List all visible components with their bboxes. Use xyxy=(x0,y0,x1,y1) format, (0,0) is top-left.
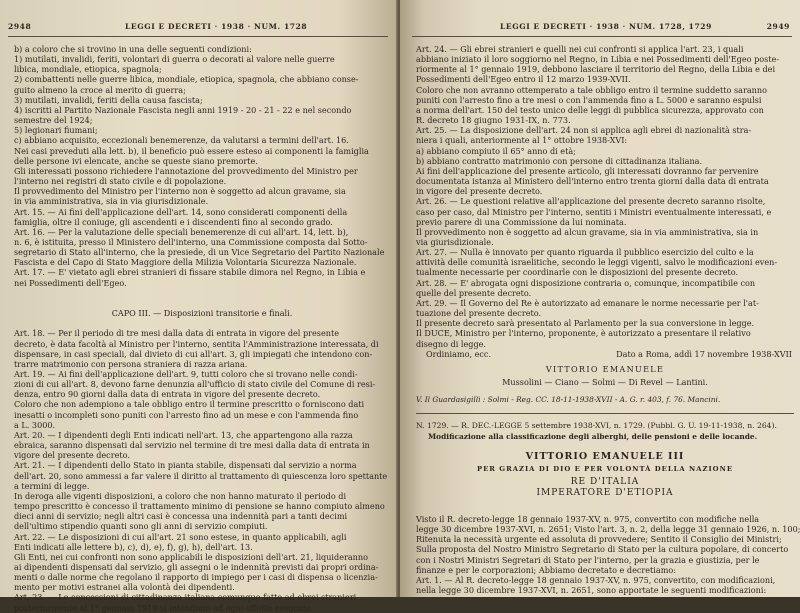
left-running-head xyxy=(125,22,307,31)
ordiniamo-text: Ordiniamo, ecc. xyxy=(426,349,492,359)
right-page-number: 2949 xyxy=(766,22,790,31)
text-line: Il provvedimento non è soggetto ad alcun gravame, sia in via amministrativa, sia in xyxy=(416,226,759,237)
text-line: mento per motivi estranei alla volontà dei dipendenti. xyxy=(14,582,235,593)
text-line: Art. 23. — Le concessioni di cittadinanza italiana comunque fatte ad ebrei stranieri xyxy=(14,592,357,603)
text-line: Art. 16. — Per la valutazione delle speciali benemerenze di cui all'art. 14, lett. b), xyxy=(14,226,349,237)
text-line: a L. 3000. xyxy=(14,419,56,430)
text-line: b) abbiano contratto matrimonio con persone di cittadinanza italiana. xyxy=(416,155,703,166)
text-line: quelle del presente decreto. xyxy=(416,287,532,298)
text-line: Art. 21. — I dipendenti dello Stato in pianta stabile, dispensati dal servizio a norma xyxy=(14,460,357,471)
text-line: dell'art. 20, sono ammessi a far valere il diritto al trattamento di quiescenza loro spettante xyxy=(14,470,388,481)
text-line: Coloro che non adempiono a tale obbligo entro il termine prescritto o forniscono dati xyxy=(14,399,365,410)
text-line: c) abbiano acquisito, eccezionali benemerenze, da valutarsi a termini dell'art. 16. xyxy=(14,135,349,146)
text-line: a) abbiano compiuto il 65° anno di età; xyxy=(416,145,576,156)
text-line: trarre matrimonio con persona straniera di razza ariana. xyxy=(14,358,248,369)
text-line: dispensare, in casi speciali, dal divieto di cui all'art. 3, gli impiegati che intendono con- xyxy=(14,348,373,359)
realm-title: RE D'ITALIA xyxy=(570,477,640,488)
text-line: dieci anni di servizio; negli altri casi è concessa una indennità pari a tanti decimi xyxy=(14,511,348,522)
text-line: l'interno nei registri di stato civile e di popolazione. xyxy=(14,176,227,187)
text-line: Sulla proposta del Nostro Ministro Segretario di Stato per la cultura popolare, di concerto xyxy=(416,544,789,555)
text-line: puniti con l'arresto fino a tre mesi o con l'ammenda fino a L. 5000 e saranno espulsi xyxy=(416,94,762,105)
new-act-title: N. 1729. — R. DEC.-LEGGE 5 settembre 1938-XVI, n. 1729. (Pubbl. G. U. 19-11-1938, n. 264). xyxy=(416,421,777,431)
dated-at-rome: Dato a Roma, addì 17 novembre 1938-XVII xyxy=(616,349,792,359)
text-line: riormente al 1° gennaio 1919, debbono lasciare il territorio del Regno, della Libia e dei xyxy=(416,64,776,75)
text-line: Visto il R. decreto-legge 18 gennaio 1937-XV, n. 975, convertito con modifiche nella xyxy=(416,514,760,524)
text-line: a termini di legge. xyxy=(14,480,90,491)
text-line: menti o dalle norme che regolano il rapporto di impiego per i casi di dispensa o licenzia- xyxy=(14,572,378,583)
text-line: previo parere di una Commissione da lui nominata. xyxy=(416,216,627,227)
text-line: n. 6, è istituita, presso il Ministero dell'interno, una Commissione composta dal Sotto- xyxy=(14,236,368,247)
text-line: Art. 18. — Per il periodo di tre mesi dalla data di entrata in vigore del presente xyxy=(14,328,339,339)
text-line: nei Possedimenti dell'Egeo. xyxy=(14,277,127,288)
text-line: Ritenuta la necessità urgente ed assoluta di provvedere; Sentito il Consiglio dei Ministri; xyxy=(416,534,782,545)
text-line: Art. 19. — Ai fini dell'applicazione dell'art. 9, tutti coloro che si trovano nelle condi- xyxy=(14,369,358,379)
text-line: Ai fini dell'applicazione del presente articolo, gli interessati dovranno far pervenire xyxy=(416,165,759,176)
text-line: Coloro che non avranno ottemperato a tale obbligo entro il termine suddetto saranno xyxy=(416,84,767,95)
text-line: Art. 28. — E' abrogata ogni disposizione contraria o, comunque, incompatibile con xyxy=(416,277,756,288)
text-line: con i Nostri Ministri Segretari di Stato per l'interno, per la grazia e giustizia, per le xyxy=(416,554,760,565)
text-line: vigore del presente decreto. xyxy=(14,450,130,461)
text-line: Art. 22. — Le disposizioni di cui all'art. 21 sono estese, in quanto applicabili, agli xyxy=(14,531,347,542)
chapter-heading: CAPO III. — Disposizioni transitorie e finali. xyxy=(111,308,293,319)
text-line: Art. 27. — Nulla è innovato per quanto riguarda il pubblico esercizio del culto e la xyxy=(416,247,754,258)
section-divider xyxy=(416,413,794,414)
text-line: Art. 29. — Il Governo del Re è autorizzato ad emanare le norme necessarie per l'at- xyxy=(416,297,759,308)
text-line: dell'ultimo stipendio quanti sono gli anni di servizio compiuti. xyxy=(14,521,268,532)
text-line: famiglia, oltre il coniuge, gli ascendenti e i discendenti fino al secondo grado. xyxy=(14,216,333,227)
text-line: legge 30 dicembre 1937-XVI, n. 2651; Visto l'art. 3, n. 2, della legge 31 gennaio 1926, n. 100; xyxy=(416,524,800,535)
left-header-rule xyxy=(8,36,388,37)
right-act-numbers: 1728, 1729 xyxy=(658,22,712,31)
text-line: nella legge 30 dicembre 1937-XVI, n. 2651, sono apportate le seguenti modificazioni: xyxy=(416,585,767,596)
right-body-text xyxy=(416,44,794,349)
text-line: 3) mutilati, invalidi, feriti della causa fascista; xyxy=(14,94,203,105)
text-line: delle persone ivi elencate, anche se queste siano premorte. xyxy=(14,155,258,166)
text-line: via giurisdizionale. xyxy=(416,236,494,247)
closing-block xyxy=(416,349,794,498)
text-line: posteriormente al 1° gennaio 1919 si intendono ad ogni effetto revocate. xyxy=(14,602,314,613)
text-line: Art. 15. — Ai fini dell'applicazione dell'art. 14, sono considerati componenti della xyxy=(14,206,348,217)
text-line: ai dipendenti dispensati dal servizio, gli assegni o le indennità previsti dai propri ordina- xyxy=(14,561,379,572)
text-line: Art. 24. — Gli ebrei stranieri e quelli nei cui confronti si applica l'art. 23, i quali xyxy=(416,44,744,54)
text-line: Art. 1. — Al R. decreto-legge 18 gennaio 1937-XV, n. 975, convertito, con modificazioni, xyxy=(416,574,776,585)
text-line: tempo prescritto è concesso il trattamento minimo di pensione se hanno compiuto almeno xyxy=(14,501,385,512)
dated-line xyxy=(416,349,794,359)
left-running-head-text: LEGGI E DECRETI · 1938 · NUM. xyxy=(125,22,281,31)
text-line: decreto, è data facoltà al Ministro per l'interno, sentita l'Amministrazione interessata, di xyxy=(14,338,379,349)
emperor-title: IMPERATORE D'ETIOPIA xyxy=(536,488,674,499)
text-line: inesatti o incompleti sono puniti con l'arresto fino ad un mese e con l'ammenda fino xyxy=(14,409,359,420)
text-line xyxy=(14,318,390,328)
text-line: Enti indicati alle lettere b), c), d), e), f), g), h), dell'art. 13. xyxy=(14,541,253,552)
registration-note: V. Il Guardasigilli : Solmi - Reg. CC. 18-11-1938-XVII - A. G. r. 403, f. 76. Mancini. xyxy=(416,395,721,405)
text-line: Art. 20. — I dipendenti degli Enti indicati nell'art. 13, che appartengono alla razza xyxy=(14,429,353,440)
new-act-subtitle: Modificazione alla classificazione degli alberghi, delle pensioni e delle locande. xyxy=(428,431,758,441)
text-line: abbiano iniziato il loro soggiorno nel Regno, in Libia e nei Possedimenti dell'Egeo poste- xyxy=(416,54,780,65)
text-line: ebraica, saranno dispensati dal servizio nel termine di tre mesi dalla data di entrata in xyxy=(14,440,370,451)
text-line: segretario di Stato all'interno, che la presiede, di un Vice Segretario del Partito Nazionale xyxy=(14,247,385,258)
text-line xyxy=(14,298,390,308)
right-page xyxy=(400,0,800,597)
text-line: In deroga alle vigenti disposizioni, a coloro che non hanno maturato il periodo di xyxy=(14,490,347,501)
text-line: 1) mutilati, invalidi, feriti, volontari di guerra o decorati al valore nelle guerre xyxy=(14,54,335,65)
text-line: tualmente necessarie per coordinarle con le disposizioni del presente decreto. xyxy=(416,267,739,278)
signatory: VITTORIO EMANUELE xyxy=(545,364,665,374)
text-line: 5) legionari fiumani; xyxy=(14,125,98,136)
text-line: Art. 25. — La disposizione dell'art. 24 non si applica agli ebrei di nazionalità stra- xyxy=(416,125,752,136)
left-page xyxy=(0,0,398,613)
text-line: in via amministrativa, sia in via giurisdizionale. xyxy=(14,196,209,207)
text-line: finanze e per le corporazioni; Abbiamo decretato e decretiamo: xyxy=(416,564,676,575)
text-line: Fascista e del Capo di Stato Maggiore della Milizia Volontaria Sicurezza Nazionale. xyxy=(14,257,357,268)
text-line: Gli interessati possono richiedere l'annotazione del provvedimento del Ministro per xyxy=(14,165,358,176)
right-running-head xyxy=(500,22,712,31)
text-line: Gli Enti, nei cui confronti non sono applicabili le disposizioni dell'art. 21, liquideranno xyxy=(14,551,368,562)
right-header-rule xyxy=(412,36,792,37)
text-line: libica, mondiale, etiopica, spagnola; xyxy=(14,64,162,75)
left-body-text xyxy=(14,44,390,613)
text-line: Art. 26. — Le questioni relative all'applicazione del presente decreto saranno risolte, xyxy=(416,196,766,207)
countersigned: Mussolini — Ciano — Solmi — Di Revel — Lantini. xyxy=(502,377,708,388)
text-line: semestre del 1924; xyxy=(14,115,93,126)
text-line: R. decreto 18 giugno 1931-IX, n. 773. xyxy=(416,115,571,126)
grace-formula: PER GRAZIA DI DIO E PER VOLONTÀ DELLA NAZIONE xyxy=(477,464,733,473)
text-line: guito almeno la croce al merito di guerra; xyxy=(14,84,186,95)
text-line: a norma dell'art. 150 del testo unico delle leggi di pubblica sicurezza, approvato con xyxy=(416,104,764,115)
left-page-number: 2948 xyxy=(8,22,32,31)
text-line: 2) combattenti nelle guerre libica, mondiale, etiopica, spagnola, che abbiano conse- xyxy=(14,74,359,85)
king-heading: VITTORIO EMANUELE III xyxy=(525,450,685,462)
text-line: Il provvedimento del Ministro per l'interno non è soggetto ad alcun gravame, sia xyxy=(14,186,346,197)
text-line: niera i quali, anteriormente al 1° ottobre 1938-XVI: xyxy=(416,135,628,146)
text-line: Possedimenti dell'Egeo entro il 12 marzo 1939-XVII. xyxy=(416,74,631,85)
decree-preamble xyxy=(416,514,800,596)
text-line: caso per caso, dal Ministro per l'interno, sentiti i Ministri eventualmente interessati, e xyxy=(416,206,772,217)
text-line: b) a coloro che si trovino in una delle seguenti condizioni: xyxy=(14,44,252,54)
text-line: attività delle comunità israelitiche, secondo le leggi vigenti, salvo le modificazioni even- xyxy=(416,257,778,268)
right-running-head-text: LEGGI E DECRETI · 1938 · NUM. xyxy=(500,22,656,31)
text-line: tuazione del presente decreto. xyxy=(416,308,542,319)
text-line: Art. 17. — E' vietato agli ebrei stranieri di fissare stabile dimora nel Regno, in Libia e xyxy=(14,267,366,278)
text-line: disegno di legge. xyxy=(416,338,486,349)
left-act-number: 1728 xyxy=(283,22,308,31)
text-line: denza, entro 90 giorni dalla data di entrata in vigore del presente decreto. xyxy=(14,389,321,400)
text-line: zioni di cui all'art. 8, devono farne denunzia all'ufficio di stato civile del Comune di resi- xyxy=(14,379,376,390)
text-line: Il presente decreto sarà presentato al Parlamento per la sua conversione in legge. xyxy=(416,318,755,329)
text-line: documentata istanza al Ministero dell'interno entro trenta giorni dalla data di entrata xyxy=(416,176,769,187)
text-line: 4) iscritti al Partito Nazionale Fascista negli anni 1919 - 20 - 21 - 22 e nel secondo xyxy=(14,104,352,115)
text-line: Nei casi preveduti alla lett. b), il beneficio può essere esteso ai componenti la famiglia xyxy=(14,145,369,156)
text-line xyxy=(14,288,390,298)
text-line: Il DUCE, Ministro per l'interno, proponente, è autorizzato a presentare il relativo xyxy=(416,328,751,339)
text-line: in vigore del presente decreto. xyxy=(416,186,543,197)
